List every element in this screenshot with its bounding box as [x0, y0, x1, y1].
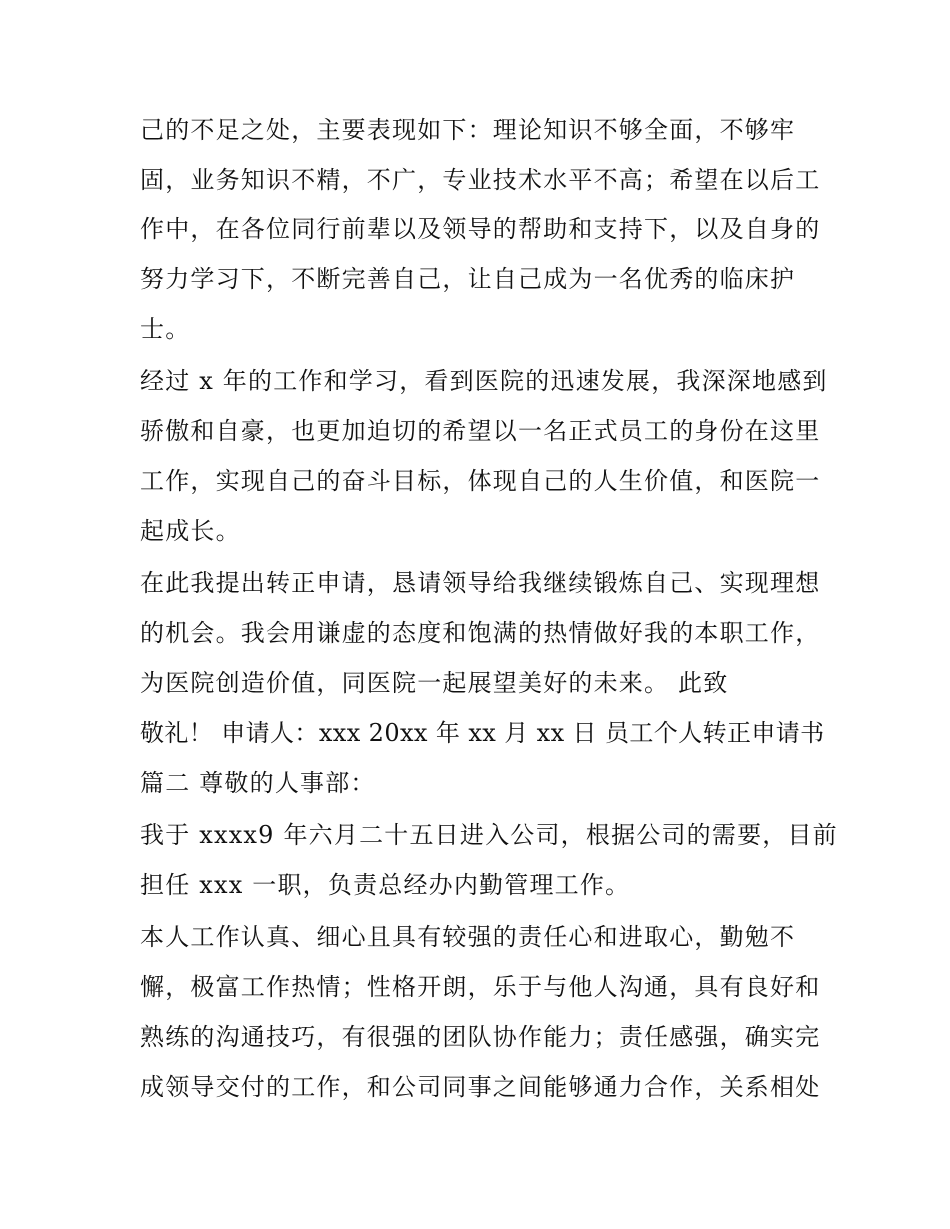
- text-line: 工作，实现自己的奋斗目标，体现自己的人生价值，和医院一: [140, 467, 821, 495]
- text-line: 己的不足之处，主要表现如下：理论知识不够全面，不够牢: [140, 116, 796, 144]
- text-line: 在此我提出转正申请，恳请领导给我继续锻炼自己、实现理想: [140, 569, 821, 597]
- text-line: 为医院创造价值，同医院一起展望美好的未来。 此致: [140, 669, 729, 697]
- text-line: 成领导交付的工作，和公司同事之间能够通力合作，关系相处: [140, 1073, 821, 1101]
- text-line: 担任 xxx 一职，负责总经办内勤管理工作。: [140, 871, 631, 899]
- text-line: 我于 xxxx9 年六月二十五日进入公司，根据公司的需要，目前: [140, 821, 838, 849]
- text-line: 敬礼！ 申请人：xxx 20xx 年 xx 月 xx 日 员工个人转正申请书: [140, 719, 825, 747]
- text-line: 骄傲和自豪，也更加迫切的希望以一名正式员工的身份在这里: [140, 417, 821, 445]
- text-line: 起成长。: [140, 517, 241, 545]
- text-line: 懈，极富工作热情；性格开朗，乐于与他人沟通，具有良好和: [140, 973, 821, 1001]
- text-line: 本人工作认真、细心且具有较强的责任心和进取心，勤勉不: [140, 923, 796, 951]
- text-line: 士。: [140, 315, 191, 343]
- text-line: 熟练的沟通技巧，有很强的团队协作能力；责任感强，确实完: [140, 1023, 821, 1051]
- text-line: 努力学习下，不断完善自己，让自己成为一名优秀的临床护: [140, 265, 796, 293]
- text-line: 作中，在各位同行前辈以及领导的帮助和支持下，以及自身的: [140, 215, 821, 243]
- text-line: 经过 x 年的工作和学习，看到医院的迅速发展，我深深地感到: [140, 367, 828, 395]
- text-line: 的机会。我会用谦虚的态度和饱满的热情做好我的本职工作，: [140, 619, 821, 647]
- text-line: 篇二 尊敬的人事部：: [140, 769, 376, 797]
- text-line: 固，业务知识不精，不广，专业技术水平不高；希望在以后工: [140, 166, 821, 194]
